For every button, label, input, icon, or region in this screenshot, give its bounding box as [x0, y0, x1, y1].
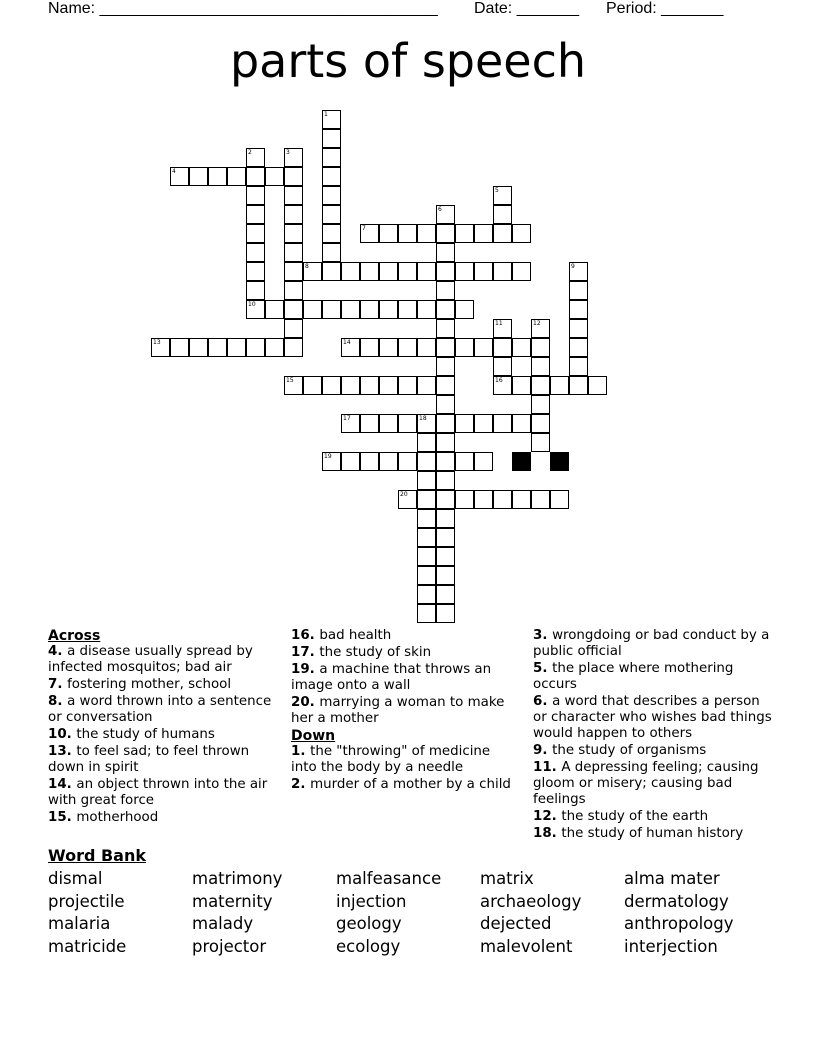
- word-bank-item: projectile: [48, 891, 125, 911]
- grid-cell[interactable]: [379, 262, 398, 281]
- grid-cell[interactable]: [417, 566, 436, 585]
- grid-cell[interactable]: [512, 414, 531, 433]
- word-bank-item: projector: [192, 937, 267, 957]
- grid-cell[interactable]: [531, 395, 550, 414]
- grid-cell[interactable]: [227, 338, 246, 357]
- across-clue: [48, 777, 280, 809]
- grid-cell[interactable]: [436, 547, 455, 566]
- grid-cell[interactable]: [436, 566, 455, 585]
- grid-cell[interactable]: [398, 338, 417, 357]
- grid-cell[interactable]: [417, 376, 436, 395]
- grid-cell[interactable]: [455, 414, 474, 433]
- clue-text: A depressing feeling; causing gloom or misery; causing bad feelings: [533, 760, 759, 807]
- clue-number-label: 10.: [48, 727, 77, 742]
- grid-cell[interactable]: [474, 490, 493, 509]
- clue-text: fostering mother, school: [67, 677, 232, 692]
- grid-cell[interactable]: [246, 167, 265, 186]
- grid-cell[interactable]: [455, 452, 474, 471]
- grid-cell[interactable]: [512, 262, 531, 281]
- date-field[interactable]: Date: _______: [474, 0, 579, 17]
- down-clue: [533, 809, 773, 825]
- grid-cell[interactable]: [284, 281, 303, 300]
- clue-number: 12: [533, 320, 541, 327]
- grid-cell[interactable]: [417, 338, 436, 357]
- grid-cell[interactable]: [322, 129, 341, 148]
- grid-cell[interactable]: [284, 224, 303, 243]
- clue-number: 7: [362, 225, 366, 232]
- word-bank-item: malevolent: [480, 937, 573, 957]
- clue-number: 6: [438, 206, 442, 213]
- grid-cell[interactable]: [322, 262, 341, 281]
- grid-cell[interactable]: [360, 414, 379, 433]
- grid-cell[interactable]: [379, 376, 398, 395]
- grid-cell[interactable]: [189, 338, 208, 357]
- clue-number: 9: [571, 263, 575, 270]
- grid-cell[interactable]: [474, 224, 493, 243]
- grid-cell[interactable]: [322, 110, 341, 129]
- grid-cell[interactable]: [379, 414, 398, 433]
- grid-cell[interactable]: [265, 167, 284, 186]
- grid-cell[interactable]: [360, 262, 379, 281]
- grid-cell[interactable]: [436, 243, 455, 262]
- grid-cell[interactable]: [341, 452, 360, 471]
- name-field[interactable]: Name: ______________________________________: [48, 0, 438, 17]
- grid-cell[interactable]: [246, 281, 265, 300]
- across-clue: [291, 628, 513, 644]
- clue-text: the "throwing" of medicine into the body by a needle: [291, 744, 491, 775]
- black-cell: [550, 452, 569, 471]
- clue-number: 13: [153, 339, 161, 346]
- grid-cell[interactable]: [322, 300, 341, 319]
- grid-cell[interactable]: [531, 338, 550, 357]
- grid-cell[interactable]: [379, 338, 398, 357]
- grid-cell[interactable]: [531, 319, 550, 338]
- grid-cell[interactable]: [322, 186, 341, 205]
- clue-text: bad health: [319, 628, 392, 643]
- clue-text: a disease usually spread by infected mosquitos; bad air: [48, 644, 253, 675]
- clue-number-label: 4.: [48, 644, 68, 659]
- across-clue: [291, 662, 513, 694]
- clue-text: to feel sad; to feel thrown down in spirit: [48, 744, 250, 775]
- clue-number-label: 9.: [533, 743, 553, 758]
- clue-number-label: 20.: [291, 695, 320, 710]
- clue-number: 4: [172, 168, 176, 175]
- word-bank-item: matrimony: [192, 869, 283, 888]
- grid-cell[interactable]: [379, 300, 398, 319]
- clue-number: 16: [495, 377, 503, 384]
- word-bank-item: malaria: [48, 914, 111, 934]
- down-clue: [291, 777, 513, 793]
- grid-cell[interactable]: [550, 376, 569, 395]
- grid-cell[interactable]: [455, 338, 474, 357]
- grid-cell[interactable]: [417, 452, 436, 471]
- grid-cell[interactable]: [569, 300, 588, 319]
- grid-cell[interactable]: [493, 376, 512, 395]
- grid-cell[interactable]: [398, 300, 417, 319]
- clue-number: 10: [248, 301, 256, 308]
- grid-cell[interactable]: [398, 262, 417, 281]
- clue-text: the study of human history: [561, 826, 744, 841]
- word-bank-item: maternity: [192, 891, 273, 911]
- grid-cell[interactable]: [341, 414, 360, 433]
- clue-column-3: [533, 628, 773, 843]
- grid-cell[interactable]: [417, 547, 436, 566]
- grid-cell[interactable]: [569, 262, 588, 281]
- grid-cell[interactable]: [493, 490, 512, 509]
- grid-cell[interactable]: [474, 338, 493, 357]
- grid-cell[interactable]: [360, 376, 379, 395]
- clue-column-1: [48, 628, 280, 827]
- grid-cell[interactable]: [284, 319, 303, 338]
- across-clue: [48, 644, 280, 676]
- grid-cell[interactable]: [569, 376, 588, 395]
- clue-number-label: 17.: [291, 645, 320, 660]
- grid-cell[interactable]: [436, 471, 455, 490]
- word-bank-item: ecology: [336, 937, 401, 957]
- grid-cell[interactable]: [417, 509, 436, 528]
- grid-cell[interactable]: [531, 433, 550, 452]
- grid-cell[interactable]: [455, 262, 474, 281]
- grid-cell[interactable]: [436, 395, 455, 414]
- clue-text: the study of humans: [76, 727, 215, 742]
- clue-number: 11: [495, 320, 503, 327]
- grid-cell[interactable]: [284, 205, 303, 224]
- grid-cell[interactable]: [512, 224, 531, 243]
- grid-cell[interactable]: [303, 262, 322, 281]
- word-bank: [48, 868, 768, 959]
- down-heading: Down: [291, 728, 336, 744]
- clue-number-label: 11.: [533, 760, 562, 775]
- grid-cell[interactable]: [284, 376, 303, 395]
- grid-cell[interactable]: [512, 490, 531, 509]
- across-heading: Across: [48, 628, 101, 644]
- grid-cell[interactable]: [208, 167, 227, 186]
- grid-cell[interactable]: [341, 262, 360, 281]
- grid-cell[interactable]: [170, 338, 189, 357]
- down-clue: [533, 826, 773, 842]
- grid-cell[interactable]: [436, 452, 455, 471]
- grid-cell[interactable]: [265, 300, 284, 319]
- grid-cell[interactable]: [531, 414, 550, 433]
- period-field[interactable]: Period: _______: [606, 0, 724, 17]
- down-clue: [533, 628, 773, 660]
- grid-cell[interactable]: [322, 224, 341, 243]
- grid-cell[interactable]: [455, 490, 474, 509]
- word-bank-item: dismal: [48, 869, 103, 888]
- clue-text: marrying a woman to make her a mother: [291, 695, 505, 726]
- grid-cell[interactable]: [246, 338, 265, 357]
- grid-cell[interactable]: [436, 509, 455, 528]
- clue-number: 19: [324, 453, 332, 460]
- down-clue: [533, 760, 773, 808]
- grid-cell[interactable]: [493, 319, 512, 338]
- clue-number-label: 16.: [291, 628, 320, 643]
- grid-cell[interactable]: [398, 414, 417, 433]
- grid-cell[interactable]: [512, 376, 531, 395]
- grid-cell[interactable]: [284, 338, 303, 357]
- clue-number-label: 15.: [48, 810, 77, 825]
- word-bank-item: matrix: [480, 869, 534, 888]
- grid-cell[interactable]: [246, 224, 265, 243]
- grid-cell[interactable]: [436, 319, 455, 338]
- grid-cell[interactable]: [493, 205, 512, 224]
- grid-cell[interactable]: [341, 338, 360, 357]
- clue-column-2: [291, 628, 513, 794]
- grid-cell[interactable]: [493, 357, 512, 376]
- clue-number-label: 6.: [533, 694, 553, 709]
- across-clue: [48, 744, 280, 776]
- word-bank-item: dejected: [480, 914, 552, 934]
- grid-cell[interactable]: [341, 376, 360, 395]
- grid-cell[interactable]: [493, 186, 512, 205]
- grid-cell[interactable]: [322, 376, 341, 395]
- grid-cell[interactable]: [436, 376, 455, 395]
- grid-cell[interactable]: [550, 490, 569, 509]
- grid-cell[interactable]: [417, 585, 436, 604]
- word-bank-item: anthropology: [624, 914, 734, 934]
- grid-cell[interactable]: [436, 224, 455, 243]
- across-clue: [48, 694, 280, 726]
- grid-cell[interactable]: [493, 338, 512, 357]
- clue-number-label: 7.: [48, 677, 68, 692]
- grid-cell[interactable]: [360, 338, 379, 357]
- grid-cell[interactable]: [569, 281, 588, 300]
- grid-cell[interactable]: [417, 300, 436, 319]
- clue-number: 20: [400, 491, 408, 498]
- clue-number: 2: [248, 149, 252, 156]
- word-bank-item: interjection: [624, 937, 718, 957]
- grid-cell[interactable]: [322, 243, 341, 262]
- down-clue: [291, 744, 513, 776]
- grid-cell[interactable]: [531, 490, 550, 509]
- grid-cell[interactable]: [322, 205, 341, 224]
- grid-cell[interactable]: [322, 148, 341, 167]
- clue-text: a word thrown into a sentence or conversation: [48, 694, 272, 725]
- clue-number: 5: [495, 187, 499, 194]
- grid-cell[interactable]: [417, 490, 436, 509]
- clue-text: the study of skin: [319, 645, 432, 660]
- grid-cell[interactable]: [360, 300, 379, 319]
- grid-cell[interactable]: [417, 262, 436, 281]
- grid-cell[interactable]: [436, 300, 455, 319]
- grid-cell[interactable]: [436, 490, 455, 509]
- across-clue: [291, 695, 513, 727]
- clue-text: an object thrown into the air with great force: [48, 777, 268, 808]
- grid-cell[interactable]: [436, 604, 455, 623]
- grid-cell[interactable]: [265, 338, 284, 357]
- clue-text: motherhood: [76, 810, 159, 825]
- grid-cell[interactable]: [379, 452, 398, 471]
- grid-cell[interactable]: [246, 300, 265, 319]
- word-bank-item: matricide: [48, 937, 127, 957]
- grid-cell[interactable]: [303, 376, 322, 395]
- grid-cell[interactable]: [284, 243, 303, 262]
- grid-cell[interactable]: [436, 205, 455, 224]
- grid-cell[interactable]: [284, 300, 303, 319]
- clue-text: murder of a mother by a child: [310, 777, 511, 792]
- clue-text: the study of the earth: [561, 809, 709, 824]
- grid-cell[interactable]: [417, 224, 436, 243]
- grid-cell[interactable]: [455, 300, 474, 319]
- clue-number-label: 2.: [291, 777, 311, 792]
- grid-cell[interactable]: [246, 262, 265, 281]
- grid-cell[interactable]: [398, 452, 417, 471]
- clue-number-label: 1.: [291, 744, 311, 759]
- clue-text: the study of organisms: [552, 743, 707, 758]
- grid-cell[interactable]: [531, 376, 550, 395]
- grid-cell[interactable]: [417, 471, 436, 490]
- grid-cell[interactable]: [569, 338, 588, 357]
- word-bank-item: dermatology: [624, 891, 729, 911]
- grid-cell[interactable]: [284, 148, 303, 167]
- grid-cell[interactable]: [398, 224, 417, 243]
- grid-cell[interactable]: [569, 319, 588, 338]
- clue-number-label: 14.: [48, 777, 77, 792]
- clue-number-label: 8.: [48, 694, 68, 709]
- grid-cell[interactable]: [436, 338, 455, 357]
- grid-cell[interactable]: [284, 186, 303, 205]
- grid-cell[interactable]: [436, 414, 455, 433]
- clue-number: 3: [286, 149, 290, 156]
- word-bank-item: malady: [192, 914, 254, 934]
- grid-cell[interactable]: [246, 148, 265, 167]
- clue-text: a machine that throws an image onto a wall: [291, 662, 492, 693]
- grid-cell[interactable]: [436, 262, 455, 281]
- grid-cell[interactable]: [436, 585, 455, 604]
- clue-number-label: 12.: [533, 809, 562, 824]
- grid-cell[interactable]: [474, 452, 493, 471]
- grid-cell[interactable]: [436, 281, 455, 300]
- word-bank-item: archaeology: [480, 891, 582, 911]
- grid-cell[interactable]: [455, 224, 474, 243]
- grid-cell[interactable]: [417, 528, 436, 547]
- grid-cell[interactable]: [474, 414, 493, 433]
- grid-cell[interactable]: [246, 243, 265, 262]
- clue-number: 14: [343, 339, 351, 346]
- grid-cell[interactable]: [588, 376, 607, 395]
- clue-number-label: 13.: [48, 744, 77, 759]
- grid-cell[interactable]: [417, 604, 436, 623]
- grid-cell[interactable]: [322, 167, 341, 186]
- grid-cell[interactable]: [322, 452, 341, 471]
- grid-cell[interactable]: [360, 452, 379, 471]
- clue-number-label: 5.: [533, 661, 553, 676]
- clue-number-label: 18.: [533, 826, 562, 841]
- grid-cell[interactable]: [531, 357, 550, 376]
- clue-number: 18: [419, 415, 427, 422]
- grid-cell[interactable]: [360, 224, 379, 243]
- clue-number: 1: [324, 111, 328, 118]
- word-bank-item: malfeasance: [336, 869, 442, 888]
- grid-cell[interactable]: [474, 262, 493, 281]
- grid-cell[interactable]: [246, 186, 265, 205]
- grid-cell[interactable]: [284, 167, 303, 186]
- grid-cell[interactable]: [398, 490, 417, 509]
- grid-cell[interactable]: [493, 414, 512, 433]
- grid-cell[interactable]: [151, 338, 170, 357]
- clue-text: a word that describes a person or character who wishes bad things would happen to others: [533, 694, 772, 741]
- clue-text: wrongdoing or bad conduct by a public official: [533, 628, 770, 659]
- word-bank-item: injection: [336, 891, 407, 911]
- across-clue: [291, 645, 513, 661]
- across-clue: [48, 810, 280, 826]
- down-clue: [533, 661, 773, 693]
- grid-cell[interactable]: [493, 262, 512, 281]
- grid-cell[interactable]: [512, 338, 531, 357]
- clue-number: 17: [343, 415, 351, 422]
- down-clue: [533, 694, 773, 742]
- grid-cell[interactable]: [379, 224, 398, 243]
- page-title: parts of speech: [229, 34, 587, 88]
- word-bank-heading: Word Bank: [48, 846, 147, 865]
- grid-cell[interactable]: [227, 167, 246, 186]
- grid-cell[interactable]: [246, 205, 265, 224]
- grid-cell[interactable]: [417, 433, 436, 452]
- grid-cell[interactable]: [170, 167, 189, 186]
- grid-cell[interactable]: [303, 300, 322, 319]
- grid-cell[interactable]: [208, 338, 227, 357]
- grid-cell[interactable]: [398, 376, 417, 395]
- clue-number: 15: [286, 377, 294, 384]
- grid-cell[interactable]: [436, 528, 455, 547]
- black-cell: [512, 452, 531, 471]
- across-clue: [48, 677, 280, 693]
- grid-cell[interactable]: [436, 357, 455, 376]
- grid-cell[interactable]: [493, 224, 512, 243]
- grid-cell[interactable]: [189, 167, 208, 186]
- word-bank-item: geology: [336, 914, 402, 934]
- clue-number: 8: [305, 263, 309, 270]
- clue-number-label: 3.: [533, 628, 553, 643]
- grid-cell[interactable]: [417, 414, 436, 433]
- across-clue: [48, 727, 280, 743]
- clue-number-label: 19.: [291, 662, 320, 677]
- grid-cell[interactable]: [569, 357, 588, 376]
- down-clue: [533, 743, 773, 759]
- grid-cell[interactable]: [436, 433, 455, 452]
- grid-cell[interactable]: [341, 300, 360, 319]
- clue-text: the place where mothering occurs: [533, 661, 734, 692]
- grid-cell[interactable]: [284, 262, 303, 281]
- word-bank-item: alma mater: [624, 869, 720, 888]
